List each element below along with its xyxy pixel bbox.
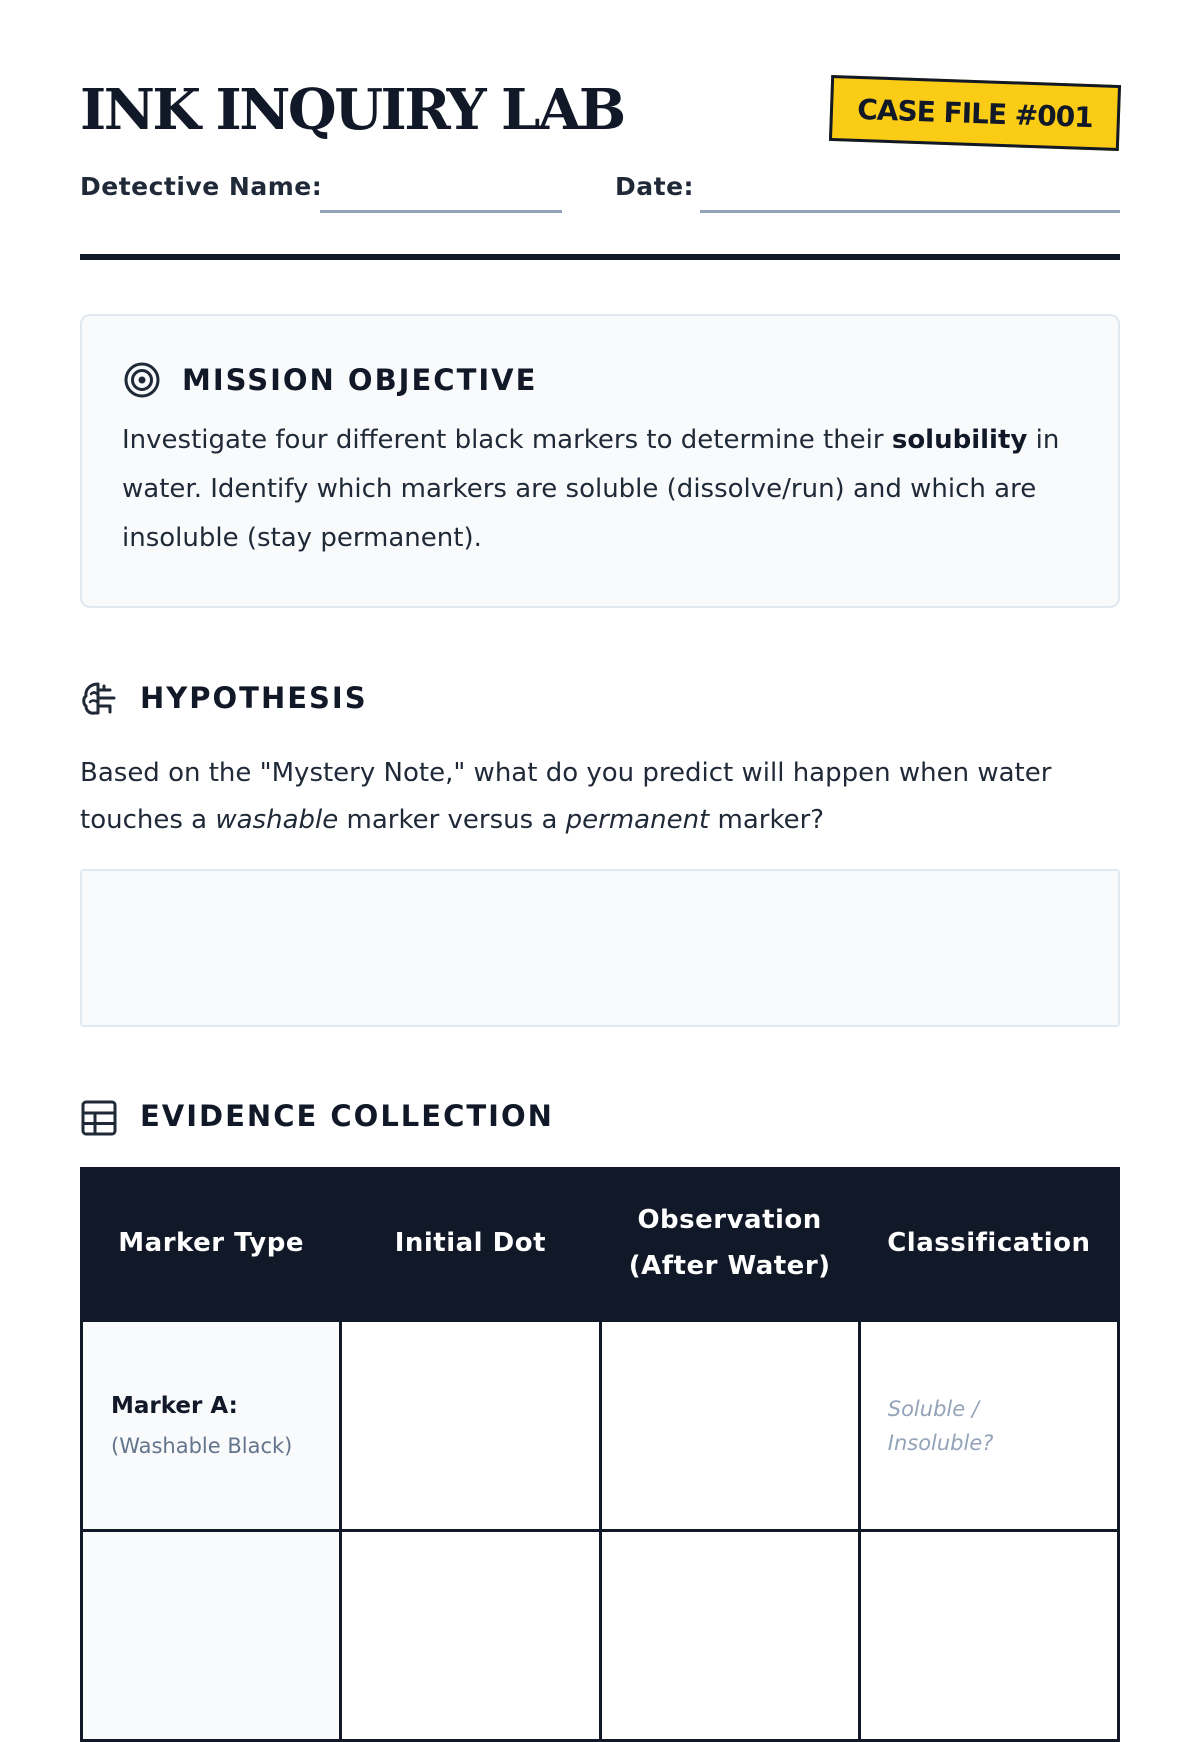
initial-dot-cell[interactable] <box>341 1321 600 1531</box>
hypothesis-q-part1: Based on the "Mystery Note," what do you predict will happen when water touches a <box>80 758 1052 835</box>
classification-hint: Soluble / Insoluble? <box>887 1396 994 1455</box>
marker-description: (Washable Black) <box>111 1433 293 1458</box>
classification-cell[interactable] <box>859 1321 1118 1531</box>
date-label: Date: <box>615 172 695 201</box>
column-header-observation: Observation (After Water) <box>600 1167 859 1321</box>
marker-type-cell <box>82 1531 341 1741</box>
mission-text-after: in water. Identify which markers are soluble (dissolve/run) and which are insoluble (stay permanent). <box>122 425 1060 553</box>
mission-text-bold: solubility <box>891 425 1028 455</box>
evidence-table-header-row <box>82 1167 1119 1321</box>
observation-cell[interactable] <box>600 1531 859 1741</box>
mission-text-before: Investigate four different black markers to determine their <box>122 425 892 455</box>
case-file-stamp: CASE FILE #001 <box>829 75 1121 151</box>
detective-name-field[interactable] <box>320 210 562 213</box>
observation-cell[interactable] <box>600 1321 859 1531</box>
column-header-marker-type: Marker Type <box>82 1167 341 1321</box>
hypothesis-q-washable: washable <box>215 805 339 835</box>
brain-icon <box>80 680 118 718</box>
hypothesis-answer-box[interactable] <box>80 869 1120 1027</box>
mission-objective-text <box>122 416 1082 563</box>
page-title: INK INQUIRY LAB <box>80 77 624 143</box>
table-row <box>82 1321 1119 1531</box>
hypothesis-question <box>80 750 1120 844</box>
date-field[interactable] <box>700 210 1120 213</box>
column-header-classification: Classification <box>859 1167 1118 1321</box>
evidence-table <box>80 1167 1120 1742</box>
hypothesis-q-part3: marker? <box>709 805 825 835</box>
header-divider <box>80 254 1120 260</box>
hypothesis-q-permanent: permanent <box>565 805 710 835</box>
evidence-collection-heading: EVIDENCE COLLECTION <box>140 1099 554 1133</box>
marker-name: Marker A: <box>111 1392 238 1419</box>
initial-dot-cell[interactable] <box>341 1531 600 1741</box>
column-header-initial-dot: Initial Dot <box>341 1167 600 1321</box>
detective-name-label: Detective Name: <box>80 172 323 201</box>
table-row <box>82 1531 1119 1741</box>
mission-objective-heading: MISSION OBJECTIVE <box>182 363 538 397</box>
marker-type-cell <box>82 1321 341 1531</box>
table-icon <box>81 1100 117 1136</box>
target-icon <box>123 361 161 399</box>
hypothesis-q-part2: marker versus a <box>338 805 566 835</box>
hypothesis-heading: HYPOTHESIS <box>140 681 368 715</box>
classification-cell[interactable] <box>859 1531 1118 1741</box>
